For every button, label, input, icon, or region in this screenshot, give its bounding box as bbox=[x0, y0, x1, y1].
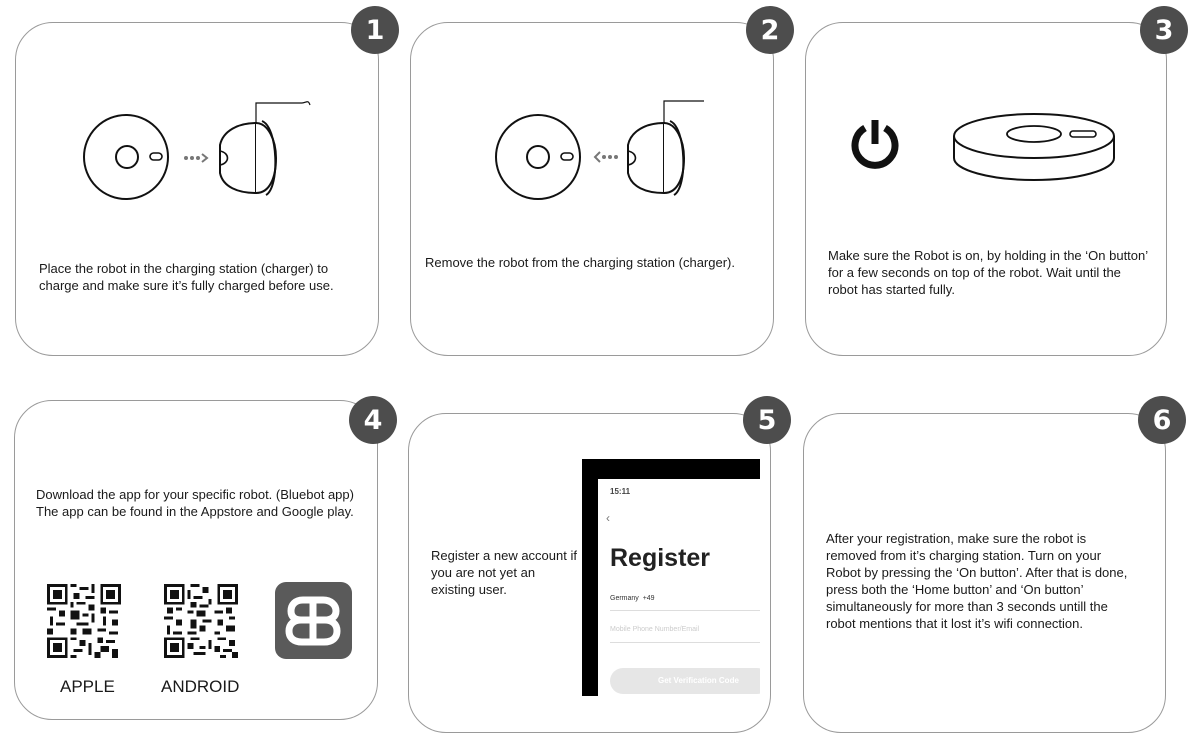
step-card-3 bbox=[805, 22, 1167, 356]
country-code: +49 bbox=[642, 595, 655, 602]
verification-code-button[interactable] bbox=[610, 668, 760, 694]
step-badge-5: 5 bbox=[743, 396, 791, 444]
bluebot-logo-icon bbox=[275, 582, 352, 659]
input-divider-1 bbox=[610, 610, 760, 611]
phone-screenshot bbox=[582, 459, 760, 696]
step-text-5: Register a new account if you are not yet an existing user. bbox=[431, 548, 577, 597]
phone-status-time: 15:11 bbox=[610, 487, 631, 496]
phone-screen bbox=[598, 479, 760, 696]
country-name: Germany bbox=[610, 595, 639, 602]
power-icon bbox=[850, 118, 900, 170]
step-badge-6: 6 bbox=[1138, 396, 1186, 444]
step-text-4: Download the app for your specific robot. (Bluebot app) The app can be found in the Appstore and Google play. bbox=[36, 487, 354, 519]
step-badge-1: 1 bbox=[351, 6, 399, 54]
qr-code-icon bbox=[164, 584, 238, 658]
register-title: Register bbox=[610, 544, 711, 572]
step-text-6: After your registration, make sure the robot is removed from it’s charging station. Turn on your Robot by pressing the ‘On button’. After that is done, press both the ‘Home button’ and ‘On button’ simultaneously for more than 3 seconds untill the robot mentions that it lost it’s wifi connection. bbox=[826, 531, 1128, 631]
step-text-1: Place the robot in the charging station (charger) to charge and make sure it’s fully charged before use. bbox=[39, 261, 334, 293]
step-badge-2: 2 bbox=[746, 6, 794, 54]
robot-top-illustration bbox=[950, 100, 1120, 185]
android-label: ANDROID bbox=[161, 677, 240, 696]
phone-email-input[interactable]: Mobile Phone Number/Email bbox=[610, 626, 700, 633]
qr-code-icon bbox=[47, 584, 121, 658]
robot-docking-illustration bbox=[80, 95, 320, 205]
step-card-4 bbox=[14, 400, 378, 720]
step-text-3: Make sure the Robot is on, by holding in the ‘On button’ for a few seconds on top of the robot. Wait until the robot has started fully. bbox=[828, 248, 1148, 297]
input-divider-2 bbox=[610, 642, 760, 643]
step-badge-3: 3 bbox=[1140, 6, 1188, 54]
step-text-2: Remove the robot from the charging station (charger). bbox=[425, 255, 735, 270]
verification-button-label: Get Verification Code bbox=[658, 676, 739, 685]
back-chevron-icon[interactable]: ‹ bbox=[606, 511, 610, 525]
robot-undocking-illustration bbox=[490, 95, 730, 205]
step-badge-4: 4 bbox=[349, 396, 397, 444]
country-selector[interactable] bbox=[610, 595, 655, 602]
apple-label: APPLE bbox=[60, 677, 115, 696]
